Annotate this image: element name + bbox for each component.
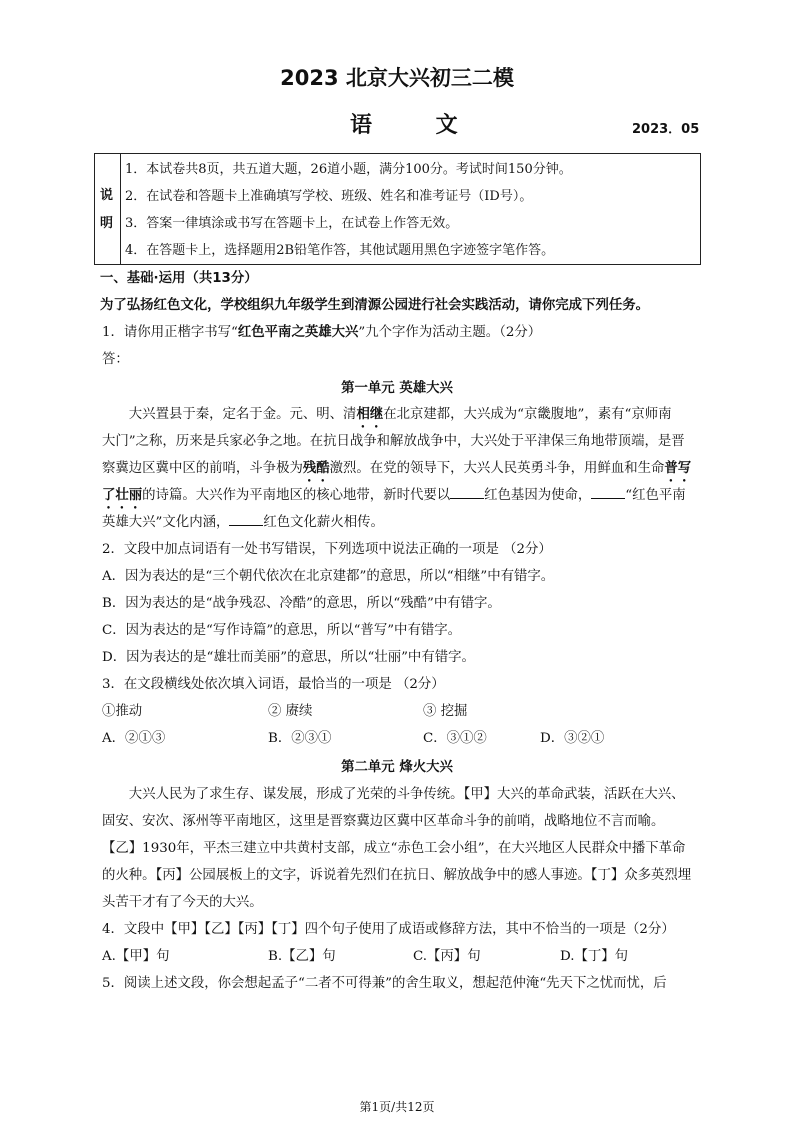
unit1-text: 红色文化薪火相传。	[263, 515, 384, 530]
q4-option: A.【甲】句	[102, 949, 170, 964]
q3-option: A．②①③	[102, 731, 166, 746]
fill-blank	[591, 486, 625, 499]
unit1-text: 察冀边区冀中区的前哨，斗争极为	[102, 461, 303, 476]
fill-blank	[229, 513, 263, 526]
q3-option: C．③①②	[423, 731, 487, 746]
unit1-text: 在北京建都，大兴成为“京畿腹地”，素有“京师南	[383, 407, 672, 422]
unit1-line	[102, 457, 691, 485]
question-4: 4．文段中【甲】【乙】【丙】【丁】四个句子使用了成语或修辞方法，其中不恰当的一项是（2分）	[102, 922, 675, 937]
question-2: 2．文段中加点词语有一处书写错误，下列选项中说法正确的一项是 （2分）	[102, 542, 552, 557]
q4-option: B.【乙】句	[268, 949, 336, 964]
dotted-word: 了壮丽	[102, 487, 143, 503]
q1-text-a: 1．请你用正楷字书写“	[102, 325, 238, 340]
unit1-text: 红色基因为使命，	[484, 488, 592, 503]
question-5: 5．阅读上述文段，你会想起孟子“二者不可得兼”的舍生取义，想起范仲淹“先天下之忧而忧，后	[102, 976, 667, 991]
dotted-word: 普写	[664, 460, 692, 476]
label-char-bottom: 明	[100, 216, 114, 231]
q3-word: ①推动	[102, 704, 143, 719]
instruction-item: 3．答案一律填涂或书写在答题卡上，在试卷上作答无效。	[125, 216, 459, 231]
fill-blank	[450, 486, 484, 499]
unit1-line	[102, 403, 672, 431]
answer-label: 答：	[102, 352, 129, 367]
unit1-line	[102, 484, 686, 512]
unit2-heading: 第二单元 烽火大兴	[341, 760, 453, 775]
exam-title: 2023 北京大兴初三二模	[280, 66, 514, 90]
q1-theme: 红色平南之英雄大兴	[237, 325, 359, 340]
instruction-item: 4．在答题卡上，选择题用2B铅笔作答，其他试题用黑色字迹签字笔作答。	[125, 243, 555, 258]
subject-title: 语 文	[350, 113, 486, 138]
instruction-item: 2．在试卷和答题卡上准确填写学校、班级、姓名和准考证号（ID号）。	[125, 189, 533, 204]
exam-date: 2023．05	[632, 122, 700, 137]
q2-option: B．因为表达的是“战争残忍、冷酷”的意思，所以“残酷”中有错字。	[102, 596, 501, 611]
q2-option: A．因为表达的是“三个朝代依次在北京建都”的意思，所以“相继”中有错字。	[102, 569, 555, 584]
label-char-top: 说	[100, 188, 114, 203]
instruction-item: 1．本试卷共8页，共五道大题，26道小题，满分100分。考试时间150分钟。	[125, 162, 572, 177]
question-3: 3．在文段横线处依次填入词语，最恰当的一项是 （2分）	[102, 677, 445, 692]
instructions-box	[94, 153, 701, 265]
unit1-line: 大门”之称，历来是兵家必争之地。在抗日战争和解放战争中，大兴处于平津保三角地带顶端，是晋	[102, 434, 685, 449]
q3-option: D．③②①	[540, 731, 605, 746]
unit1-text: 激烈。在党的领导下，大兴人民英勇斗争，用鲜血和生命	[329, 461, 665, 476]
unit1-text: “红色平南	[625, 488, 686, 503]
q3-word: ② 赓续	[268, 704, 313, 719]
unit2-line: 【乙】1930年，平杰三建立中共黄村支部，成立“赤色工会小组”，在大兴地区人民群众中播下革命	[102, 841, 686, 856]
unit1-text: 的诗篇。大兴作为平南地区的核心地带，新时代要以	[142, 488, 451, 503]
q2-option: D．因为表达的是“雄壮而美丽”的意思，所以“壮丽”中有错字。	[102, 650, 475, 665]
unit2-line: 大兴人民为了求生存、谋发展，形成了光荣的斗争传统。【甲】大兴的革命武装，活跃在大兴、	[128, 787, 685, 802]
unit2-line: 的火种。【丙】公园展板上的文字，诉说着先烈们在抗日、解放战争中的感人事迹。【丁】众多英烈埋	[102, 868, 692, 883]
unit2-line: 头苦干才有了今天的大兴。	[102, 895, 263, 910]
instructions-label	[95, 154, 121, 264]
unit1-line	[102, 511, 384, 530]
section-intro: 为了弘扬红色文化，学校组织九年级学生到清源公园进行社会实践活动，请你完成下列任务。	[100, 298, 650, 313]
q2-option: C．因为表达的是“写作诗篇”的意思，所以“普写”中有错字。	[102, 623, 462, 638]
unit1-text: 英雄大兴”文化内涵，	[102, 515, 230, 530]
q1-text-c: ”九个字作为活动主题。（2分）	[358, 325, 542, 340]
page-footer: 第1页/共12页	[359, 1100, 435, 1114]
unit1-heading: 第一单元 英雄大兴	[341, 381, 453, 396]
unit1-text: 大兴置县于秦，定名于金。元、明、清	[128, 407, 357, 422]
unit2-line: 固安、安次、涿州等平南地区，这里是晋察冀边区冀中区革命斗争的前哨，战略地位不言而喻。	[102, 814, 665, 829]
dotted-word: 相继	[356, 406, 384, 422]
q3-option: B．②③①	[268, 731, 332, 746]
q4-option: C.【丙】句	[413, 949, 481, 964]
q4-option: D.【丁】句	[560, 949, 629, 964]
question-1	[102, 321, 541, 340]
section-heading: 一、基础·运用（共13分）	[100, 271, 258, 286]
dotted-word: 残酷	[302, 460, 330, 476]
q3-word: ③ 挖掘	[423, 704, 468, 719]
